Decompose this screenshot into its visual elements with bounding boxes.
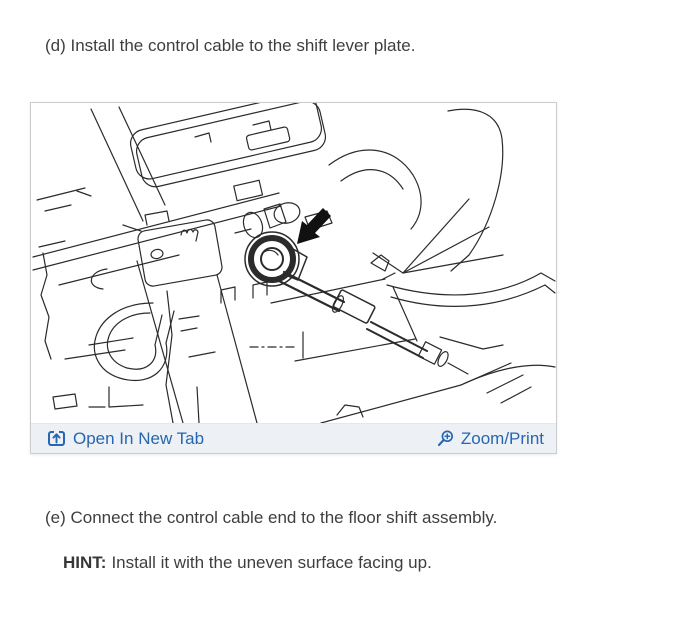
zoom-print-label: Zoom/Print [460,428,544,448]
control-cable-illustration [31,103,556,423]
figure-drawing [31,103,556,423]
figure-frame [30,102,557,454]
hint-label: HINT: [63,553,107,572]
open-in-new-tab-link[interactable] [47,429,204,449]
hint-line [63,553,432,573]
step-e-text: (e) Connect the control cable end to the floor shift assembly. [45,508,498,527]
open-in-new-tab-icon [47,430,66,447]
open-in-new-tab-label: Open In New Tab [73,428,205,448]
step-d-text: (d) Install the control cable to the shift lever plate. [45,36,416,55]
zoom-print-link[interactable] [436,429,544,449]
zoom-magnifier-plus-icon [436,430,454,448]
figure-toolbar [31,423,556,453]
hint-body-text: Install it with the uneven surface facing up. [111,553,432,572]
pointer-arrow [297,208,331,244]
